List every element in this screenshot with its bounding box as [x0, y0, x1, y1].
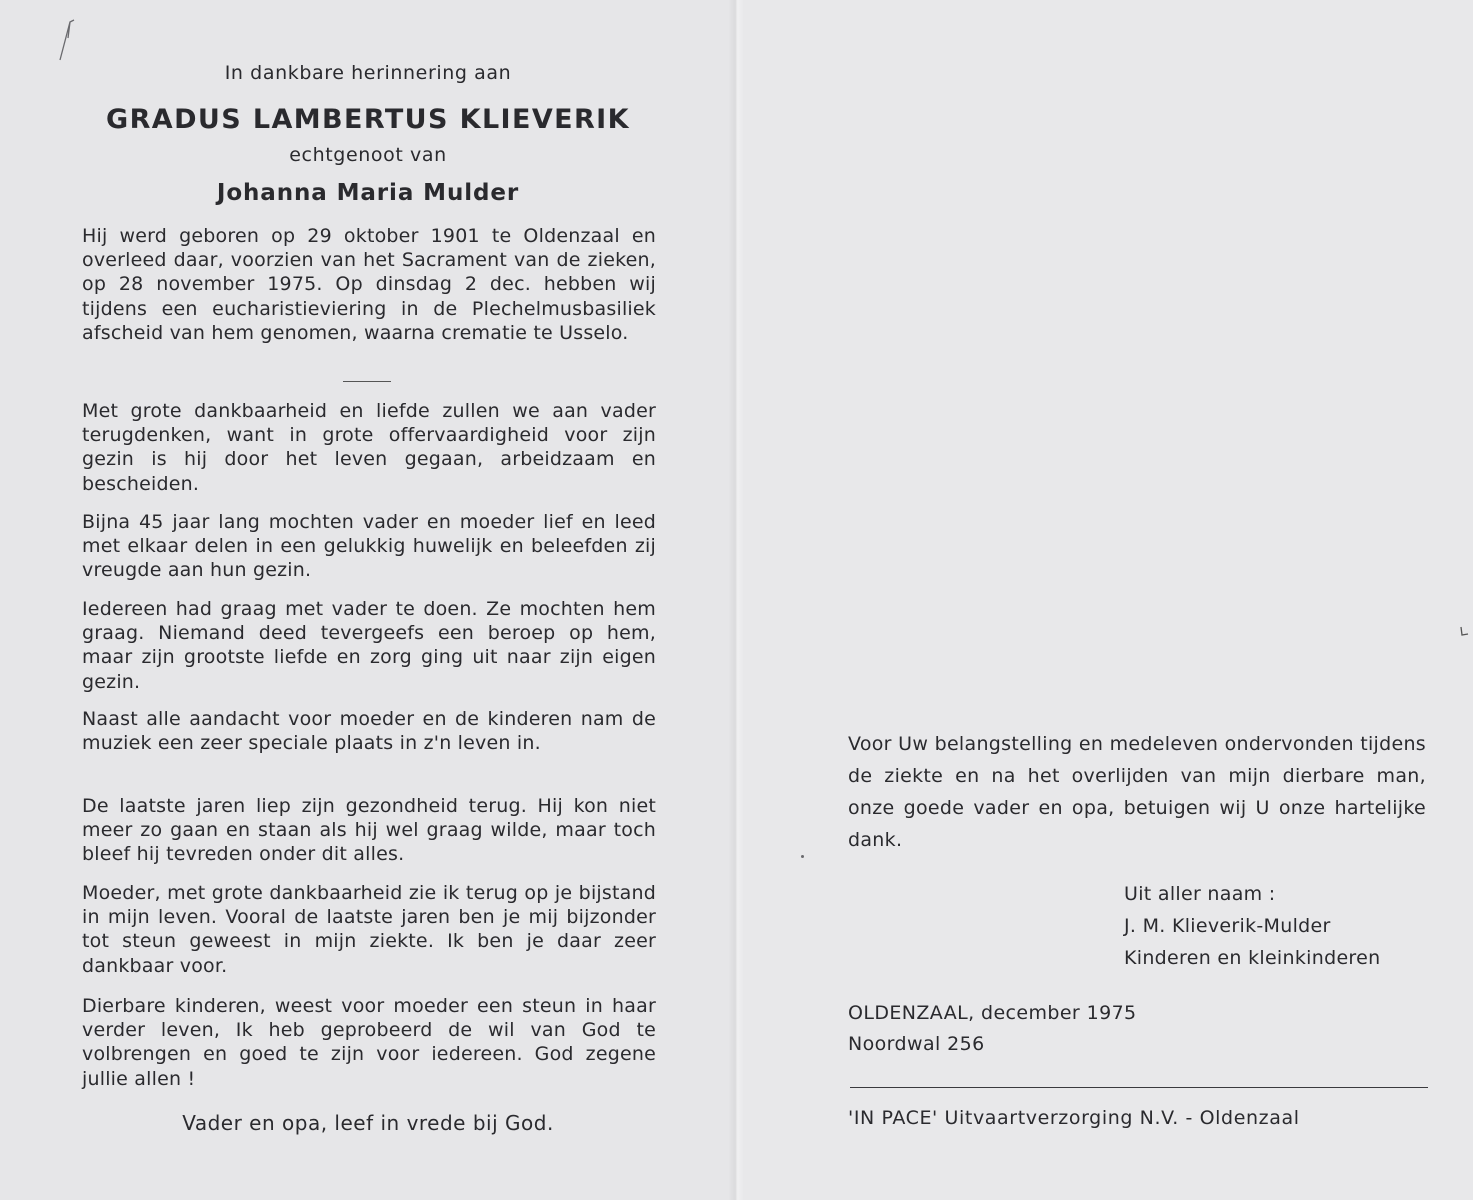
- edge-mark: [1458, 625, 1470, 639]
- signature-block: [1124, 878, 1380, 974]
- closing-line: Vader en opa, leef in vrede bij God.: [182, 1111, 554, 1135]
- signature-line: Kinderen en kleinkinderen: [1124, 947, 1381, 969]
- memorial-paragraph: Bijna 45 jaar lang mochten vader en moeder lief en leed met elkaar delen in een gelukkig huwelijk en beleefden zij vreugde aan hun gezin.: [82, 511, 656, 582]
- memorial-paragraph: De laatste jaren liep zijn gezondheid terug. Hij kon niet meer zo gaan en staan als hij wel graag wilde, maar toch bleef hij tevreden onder dit alles.: [82, 795, 656, 866]
- printer-credit: 'IN PACE' Uitvaartverzorging N.V. - Oldenzaal: [848, 1107, 1300, 1129]
- intro-line: In dankbare herinnering aan: [224, 62, 512, 84]
- place-date: OLDENZAAL, december 1975: [848, 1002, 1137, 1024]
- spouse-intro: echtgenoot van: [289, 144, 447, 166]
- biography-paragraph: Hij werd geboren op 29 oktober 1901 te Oldenzaal en overleed daar, voorzien van het Sacrament van de zieken, op 28 november 1975. Op dinsdag 2 dec. hebben wij tijdens een eucharistieviering in de Plechelmusbasiliek afscheid van hem genomen, waarna crematie te Usselo.: [82, 225, 656, 344]
- speck: [801, 855, 804, 858]
- memorial-paragraph: Naast alle aandacht voor moeder en de kinderen nam de muziek een zeer speciale plaats in z'n leven in.: [82, 708, 656, 755]
- memorial-paragraph: Dierbare kinderen, weest voor moeder een steun in haar verder leven, Ik heb geprobeerd de wil van God te volbrengen en goed te zijn voor iedereen. God zegene jullie allen !: [82, 995, 656, 1090]
- thanks-paragraph: Voor Uw belangstelling en medeleven ondervonden tijdens de ziekte en na het overlijden van mijn dierbare man, onze goede vader en opa, betuigen wij U onze hartelijke dank.: [848, 733, 1426, 851]
- place-block: [848, 998, 1137, 1060]
- memorial-paragraph: Met grote dankbaarheid en liefde zullen we aan vader terugdenken, want in grote offervaardigheid voor zijn gezin is hij door het leven gegaan, arbeidzaam en bescheiden.: [82, 400, 656, 495]
- memorial-paragraph: Moeder, met grote dankbaarheid zie ik terug op je bijstand in mijn leven. Vooral de laatste jaren ben je mij bijzonder tot steun geweest in mijn ziekte. Ik ben je daar zeer dankbaar voor.: [82, 882, 656, 977]
- memorial-paragraph: Iedereen had graag met vader te doen. Ze mochten hem graag. Niemand deed tevergeefs een beroep op hem, maar zijn grootste liefde en zorg ging uit naar zijn eigen gezin.: [82, 598, 656, 693]
- deceased-name: GRADUS LAMBERTUS KLIEVERIK: [106, 104, 630, 135]
- spouse-name: Johanna Maria Mulder: [216, 180, 520, 206]
- footer-rule: [850, 1087, 1428, 1088]
- signature-line: J. M. Klieverik-Mulder: [1124, 915, 1331, 937]
- separator-line: [343, 381, 391, 382]
- address: Noordwal 256: [848, 1033, 985, 1055]
- pencil-mark: [58, 18, 82, 62]
- signature-line: Uit aller naam :: [1124, 883, 1276, 905]
